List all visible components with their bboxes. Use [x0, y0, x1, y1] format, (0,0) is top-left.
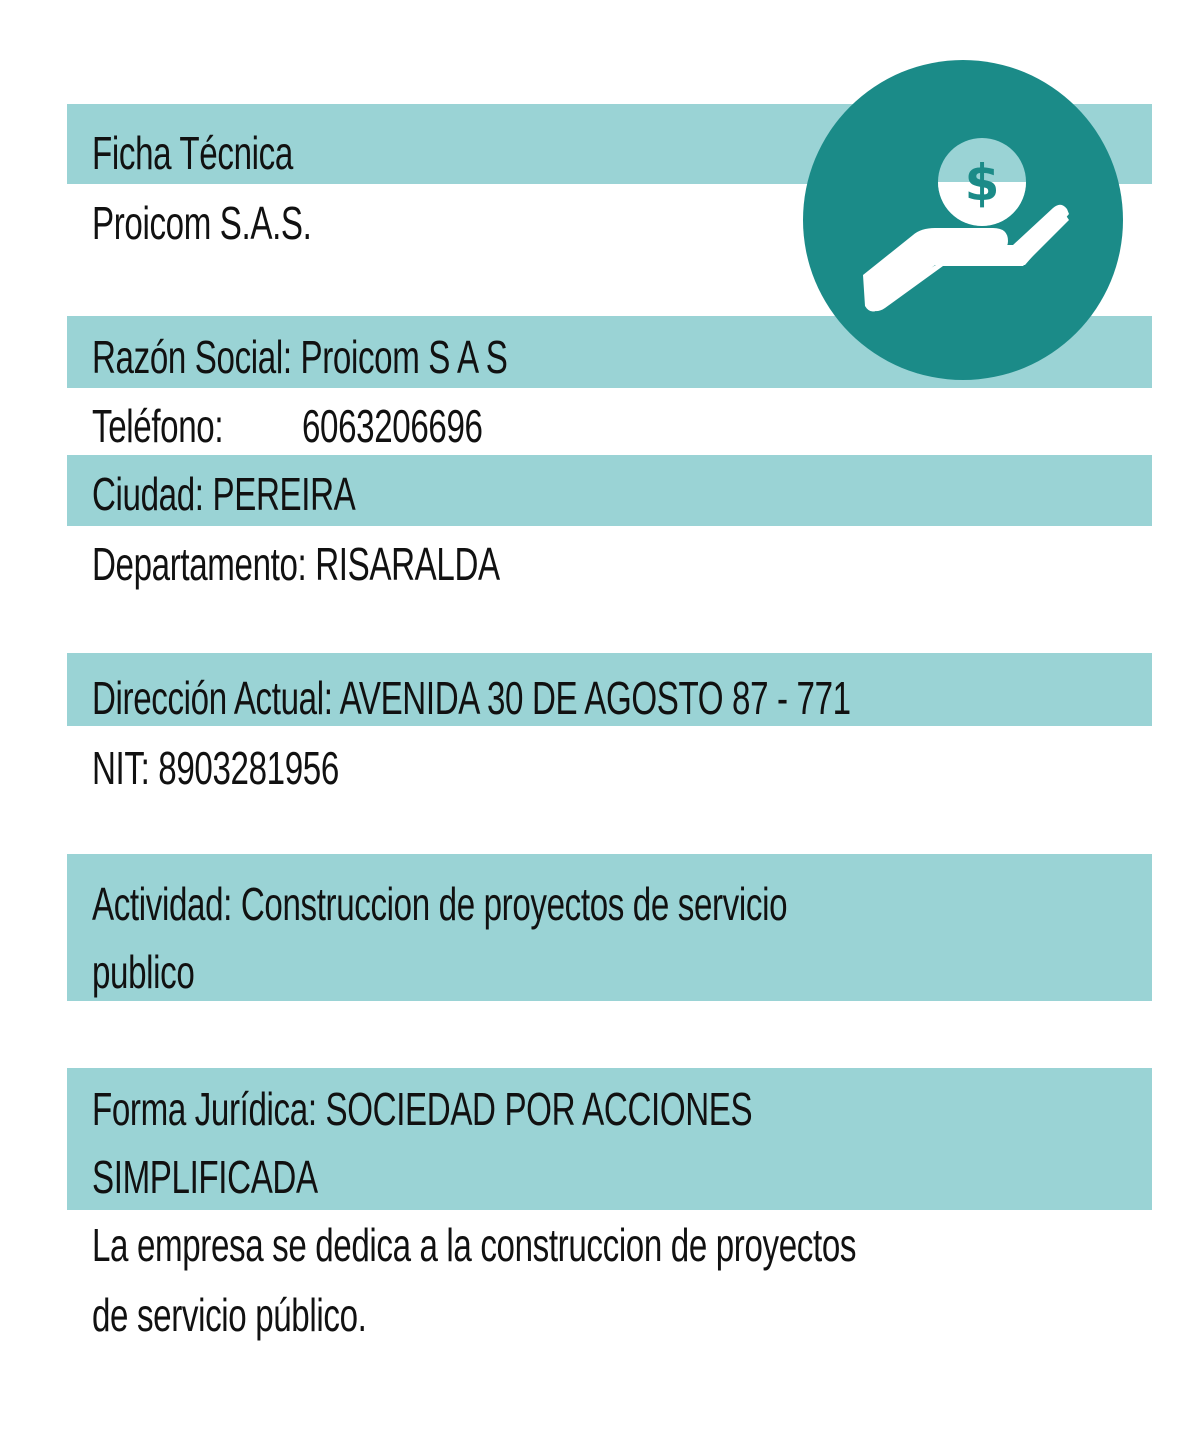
descripcion-line-1: La empresa se dedica a la construccion de proyectos [92, 1219, 857, 1271]
svg-text:$: $ [964, 154, 1000, 212]
actividad-line-2: publico [92, 946, 195, 998]
descripcion-line-2: de servicio público. [92, 1289, 367, 1341]
telefono-value: 6063206696 [302, 400, 483, 452]
razon-social: Razón Social: Proicom S A S [92, 331, 508, 383]
forma-juridica-line-2: SIMPLIFICADA [92, 1151, 318, 1203]
direccion: Dirección Actual: AVENIDA 30 DE AGOSTO 87 - 771 [92, 672, 851, 724]
hand-holding-dollar-icon [803, 60, 1123, 380]
ciudad: Ciudad: PEREIRA [92, 468, 356, 520]
company-name: Proicom S.A.S. [92, 197, 312, 249]
nit: NIT: 8903281956 [92, 742, 339, 794]
forma-juridica-line-1: Forma Jurídica: SOCIEDAD POR ACCIONES [92, 1083, 753, 1135]
actividad-line-1: Actividad: Construccion de proyectos de servicio [92, 878, 788, 930]
page-title: Ficha Técnica [92, 127, 293, 179]
departamento: Departamento: RISARALDA [92, 538, 500, 590]
telefono-label: Teléfono: [92, 400, 224, 452]
